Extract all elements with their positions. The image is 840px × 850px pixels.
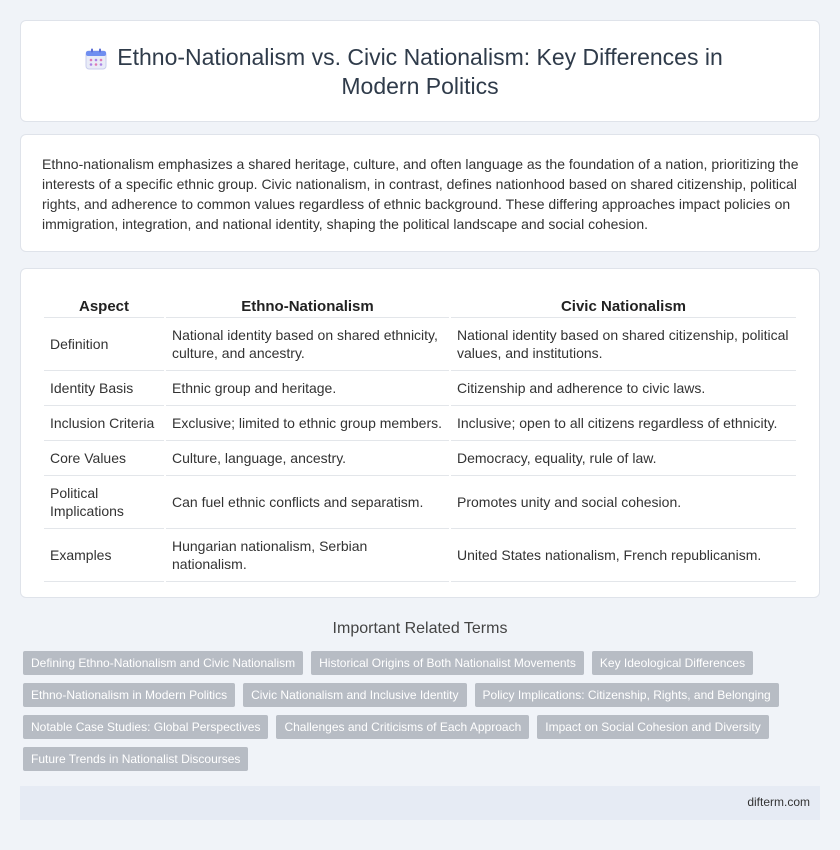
cell-aspect: Definition bbox=[44, 318, 164, 371]
cell-ethno: Hungarian nationalism, Serbian nationalism. bbox=[166, 529, 449, 582]
cell-aspect: Core Values bbox=[44, 441, 164, 476]
cell-aspect: Political Implications bbox=[44, 476, 164, 529]
cell-civic: Citizenship and adherence to civic laws. bbox=[451, 371, 796, 406]
related-tag[interactable]: Future Trends in Nationalist Discourses bbox=[23, 747, 248, 771]
cell-ethno: Exclusive; limited to ethnic group members. bbox=[166, 406, 449, 441]
related-tag[interactable]: Policy Implications: Citizenship, Rights, and Belonging bbox=[475, 683, 779, 707]
related-tag[interactable]: Challenges and Criticisms of Each Approach bbox=[276, 715, 529, 739]
related-tag[interactable]: Defining Ethno-Nationalism and Civic Nationalism bbox=[23, 651, 303, 675]
related-terms-title: Important Related Terms bbox=[332, 620, 508, 637]
cell-civic: United States nationalism, French republicanism. bbox=[451, 529, 796, 582]
cell-civic: Democracy, equality, rule of law. bbox=[451, 441, 796, 476]
cell-ethno: National identity based on shared ethnicity, culture, and ancestry. bbox=[166, 318, 449, 371]
cell-civic: Promotes unity and social cohesion. bbox=[451, 476, 796, 529]
related-tag[interactable]: Historical Origins of Both Nationalist Movements bbox=[311, 651, 584, 675]
cell-civic: National identity based on shared citizenship, political values, and institutions. bbox=[451, 318, 796, 371]
cell-aspect: Inclusion Criteria bbox=[44, 406, 164, 441]
related-tag[interactable]: Ethno-Nationalism in Modern Politics bbox=[23, 683, 235, 707]
intro-paragraph: Ethno-nationalism emphasizes a shared heritage, culture, and often language as the foundation of a nation, prioritizing the interests of a specific ethnic group. Civic nationalism, in contrast, defines nationhood based on shared citizenship, political rights, and adherence to common values regardless of ethnic background. These differing approaches impact policies on immigration, integration, and national identity, shaping the political landscape and social cohesion. bbox=[42, 156, 799, 232]
related-tag[interactable]: Key Ideological Differences bbox=[592, 651, 753, 675]
footer bbox=[20, 786, 820, 820]
header-civic: Civic Nationalism bbox=[451, 295, 796, 318]
page-title: Ethno-Nationalism vs. Civic Nationalism: Key Differences in Modern Politics bbox=[117, 44, 723, 99]
cell-ethno: Ethnic group and heritage. bbox=[166, 371, 449, 406]
cell-ethno: Can fuel ethnic conflicts and separatism. bbox=[166, 476, 449, 529]
header-aspect: Aspect bbox=[44, 295, 164, 318]
comparison-card bbox=[20, 268, 820, 598]
related-tag[interactable]: Civic Nationalism and Inclusive Identity bbox=[243, 683, 466, 707]
cell-civic: Inclusive; open to all citizens regardless of ethnicity. bbox=[451, 406, 796, 441]
table-row bbox=[44, 441, 796, 476]
related-tags bbox=[23, 651, 803, 771]
header-card bbox=[20, 20, 820, 122]
table-row bbox=[44, 406, 796, 441]
table-row bbox=[44, 529, 796, 582]
cell-aspect: Identity Basis bbox=[44, 371, 164, 406]
cell-ethno: Culture, language, ancestry. bbox=[166, 441, 449, 476]
cell-aspect: Examples bbox=[44, 529, 164, 582]
related-tag[interactable]: Notable Case Studies: Global Perspectives bbox=[23, 715, 268, 739]
related-tag[interactable]: Impact on Social Cohesion and Diversity bbox=[537, 715, 768, 739]
table-row bbox=[44, 476, 796, 529]
table-header-row bbox=[44, 295, 796, 318]
intro-card bbox=[20, 134, 820, 252]
table-row bbox=[44, 318, 796, 371]
header-ethno: Ethno-Nationalism bbox=[166, 295, 449, 318]
table-row bbox=[44, 371, 796, 406]
comparison-table bbox=[42, 295, 798, 582]
footer-site-link[interactable]: difterm.com bbox=[747, 795, 810, 809]
